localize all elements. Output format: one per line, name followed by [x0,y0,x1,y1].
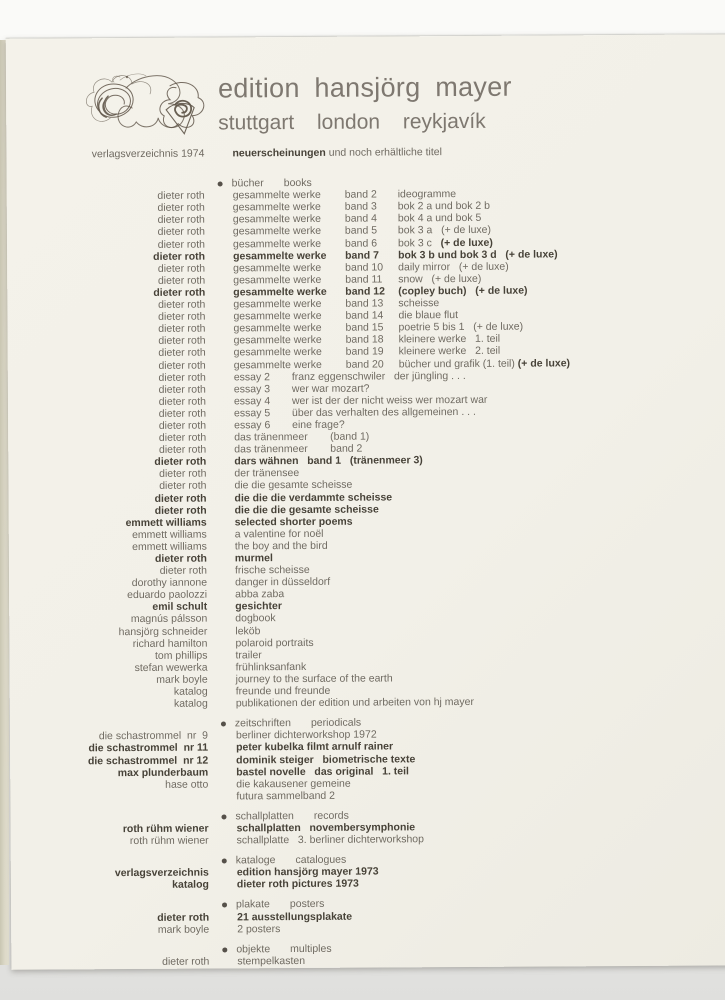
title-segment: franz eggenschwiler der jüngling . . . [291,369,466,383]
catalog-section [10,807,725,848]
section-label-de: bücher [231,177,264,190]
catalog-list [7,174,725,968]
section-label-en: records [313,809,349,822]
catalog-section [11,896,725,937]
publisher-title: edition hansjörg mayer [217,71,512,104]
title-segment: freunde und freunde [235,684,331,698]
author-cell: tom phillips [154,649,208,662]
author-cell: dieter roth [158,334,206,348]
title-segment: band 19 [345,345,384,359]
title-cell [235,649,261,661]
author-cell: emmett williams [125,516,207,529]
title-segment: (+ de luxe) [517,356,571,370]
catalog-year-label: verlagsverzeichnis 1974 [91,147,205,161]
title-cell [237,955,305,968]
title-segment: das tränenmeer [234,431,308,444]
title-cell [235,625,260,637]
title-segment: dieter roth pictures 1973 [236,877,359,891]
title-segment: peter kubelka filmt arnulf rainer [236,740,394,754]
title-segment: gesammelte werke [233,273,322,287]
title-cell [236,753,415,766]
title-segment: essay 3 [233,382,271,396]
title-cell [234,419,345,432]
author-cell: dieter roth [158,419,207,432]
author-cell: dieter roth [158,443,207,457]
author-cell: dieter roth [157,238,206,251]
title-segment: snow (+ de luxe) [398,272,482,286]
publisher-logo-scribble [80,60,213,145]
author-cell: dieter roth [154,492,207,505]
author-cell: katalog [172,878,209,892]
title-segment: gesammelte werke [232,201,321,214]
title-segment: berliner dichterworkshop 1972 [235,728,377,742]
title-segment: polaroid portraits [235,636,314,650]
author-cell: dieter roth [157,911,210,924]
author-cell: die schastrommel nr 11 [88,741,209,755]
author-cell: katalog [173,685,208,698]
title-segment: essay 2 [233,370,271,383]
bullet-icon [221,814,226,819]
title-segment: daily mirror (+ de luxe) [398,260,509,274]
title-segment: schallplatte 3. berliner dichterworkshop [236,833,425,847]
author-cell: dieter roth [162,955,210,968]
title-segment: gesammelte werke [233,334,322,347]
title-segment: frische scheisse [234,564,310,577]
author-cell: dieter roth [158,298,206,311]
author-cell: dieter roth [158,322,206,336]
section-label-en: books [283,177,312,190]
title-cell [234,357,570,371]
publisher-cities: stuttgart london reykjavík [218,109,486,135]
author-cell: katalog [173,697,208,710]
title-segment: frühlinksanfank [235,660,307,674]
title-cell [236,741,393,754]
title-segment: futura sammelband 2 [236,789,336,803]
title-segment: band 13 [345,297,384,310]
title-segment: die die gesamte scheisse [234,479,353,492]
title-segment: bok 3 c [397,236,441,249]
title-segment: the boy and the bird [234,539,328,553]
title-cell [236,696,474,710]
title-segment: band 14 [345,309,384,322]
title-segment: gesammelte werke [233,285,327,299]
title-cell [236,777,350,790]
author-cell: dieter roth [157,226,205,239]
author-cell: dieter roth [154,552,207,565]
title-segment: gesammelte werke [233,297,322,311]
releases-heading-bold: neuerscheinungen [232,146,326,160]
title-segment: gesammelte werke [233,322,322,335]
title-cell [237,833,424,846]
author-cell: emil schult [152,600,208,614]
title-segment: das tränenmeer [234,443,308,456]
title-cell [237,923,280,935]
catalog-section [11,940,725,969]
author-cell: dieter roth [154,455,207,469]
author-cell: dieter roth [158,431,207,444]
section-label-de: schallplatten [235,809,294,823]
title-segment: band 5 [344,224,378,238]
section-label-de: plakate [235,898,270,911]
title-segment: abba zaba [235,588,285,601]
title-cell [235,540,328,553]
author-cell: richard hamilton [132,637,208,650]
title-cell [235,528,324,541]
title-segment: 21 ausstellungsplakate [237,910,353,923]
title-segment: band 2 [330,442,363,455]
section-label-en: posters [289,898,325,911]
title-segment: band 4 [344,212,377,226]
title-segment: (band 1) [330,430,370,443]
section-label-en: catalogues [295,853,347,867]
title-segment: eine frage? [292,418,345,432]
releases-heading [232,146,442,159]
title-cell [234,406,476,420]
title-segment: trailer [235,648,262,662]
author-cell: dieter roth [154,504,207,517]
title-segment: edition hansjörg mayer 1973 [236,865,379,879]
title-segment: band 7 [345,249,379,262]
title-cell [237,878,359,891]
title-segment: (+ de luxe) [440,236,493,249]
author-cell: dieter roth [158,383,206,396]
author-cell: dieter roth [157,213,205,227]
title-segment: gesammelte werke [233,309,322,323]
author-cell: dieter roth [157,262,206,275]
author-cell: dieter roth [159,480,207,493]
title-segment: danger in düsseldorf [235,575,331,589]
title-segment: murmel [234,552,273,565]
title-cell [235,613,275,625]
title-segment: die blaue flut [398,309,459,322]
title-cell [235,600,282,612]
title-segment: essay 6 [234,419,271,432]
title-cell [234,479,352,492]
title-segment: über das verhalten des allgemeinen . . . [291,405,476,419]
author-cell: dieter roth [158,310,206,323]
author-cell: roth rühm wiener [129,834,209,848]
section-label-de: zeitschriften [234,717,291,730]
title-segment: essay 5 [233,407,271,420]
title-segment: gesammelte werke [233,346,322,359]
releases-heading-rest: und noch erhältliche titel [325,146,442,159]
author-cell: die schastrommel nr 12 [87,754,209,767]
title-segment: gesammelte werke [233,358,322,371]
title-cell [236,790,335,803]
author-cell: hase otto [165,778,209,791]
author-cell: dieter roth [158,395,206,408]
section-label-de: objekte [236,942,271,956]
title-segment: poetrie 5 bis 1 (+ de luxe) [398,320,524,334]
author-cell: dieter roth [158,359,206,372]
title-segment: schallplatten novembersymphonie [236,821,416,835]
title-segment: der tränensee [234,467,300,480]
title-cell [235,515,353,528]
title-segment: stempelkasten [237,954,306,968]
bullet-icon [221,722,226,727]
author-cell: verlagsverzeichnis [114,866,209,880]
title-segment: dars wähnen band 1 (tränenmeer 3) [234,454,423,468]
title-cell [236,672,393,685]
title-cell [235,576,330,589]
catalog-section [7,174,725,711]
author-cell: mark boyle [156,673,208,686]
subheading-row [6,144,725,161]
author-cell: dieter roth [158,371,206,384]
title-segment: bok 4 a und bok 5 [397,212,482,225]
title-cell [237,866,379,879]
title-segment: bücher und grafik (1. teil) [398,357,518,370]
author-cell: dieter roth [153,286,206,299]
title-segment: a valentine for noël [234,527,324,541]
section-label-en: periodicals [310,716,362,730]
section-label-en: multiples [290,942,332,955]
title-segment: die kakausener gemeine [236,777,351,791]
author-cell: dieter roth [157,201,205,215]
title-segment: band 6 [344,237,378,250]
title-segment: bastel novelle das original 1. teil [236,764,409,778]
title-segment: dogbook [235,612,276,625]
bullet-icon [222,903,227,908]
title-cell [236,765,409,778]
catalog-page [6,34,725,969]
title-segment: gesammelte werke [232,213,322,226]
author-cell: dieter roth [157,274,206,287]
title-segment: band 12 [345,285,386,298]
title-cell [234,454,423,467]
author-cell: mark boyle [157,923,210,936]
title-segment: gesammelte werke [233,261,322,275]
title-cell [236,685,331,698]
title-cell [233,285,527,299]
author-cell: dieter roth [159,467,207,481]
title-segment: band 15 [345,321,384,334]
title-segment: scheisse [398,297,440,310]
title-segment: band 10 [345,261,384,274]
title-cell [234,370,466,384]
title-segment: essay 4 [233,394,271,408]
title-cell [235,637,313,650]
title-segment: gesammelte werke [233,249,327,263]
title-segment: band 11 [345,273,383,286]
author-cell: dieter roth [158,346,206,360]
title-cell [235,503,379,516]
title-cell [235,588,284,600]
author-cell: roth rühm wiener [122,822,209,836]
title-cell [233,248,558,262]
title-segment: die die die verdammte scheisse [234,490,393,504]
author-cell: stefan wewerka [134,661,208,674]
title-cell [234,382,370,395]
title-cell [234,443,362,456]
author-cell: eduardo paolozzi [127,588,208,602]
title-segment: gesichter [235,600,282,613]
title-segment: band 20 [345,357,384,371]
title-cell [237,910,352,923]
title-segment: selected shorter poems [234,515,353,529]
author-cell: dorothy iannone [131,576,208,590]
author-cell: emmett williams [132,528,207,541]
author-cell: die schastrommel nr 9 [98,729,209,743]
author-cell: dieter roth [158,407,207,420]
title-cell [236,661,307,674]
author-cell: magnús pálsson [130,613,208,626]
title-cell [235,491,393,504]
title-segment: publikationen der edition und arbeiten von hj mayer [235,696,474,710]
author-cell: dieter roth [159,564,208,577]
title-segment: bok 2 a und bok 2 b [397,200,491,213]
title-segment: gesammelte werke [232,225,322,238]
title-segment: bok 3 b und bok 3 d (+ de luxe) [398,248,558,262]
title-segment: gesammelte werke [232,237,322,250]
title-cell [234,431,369,444]
author-cell: dieter roth [153,250,206,263]
title-cell [236,729,377,742]
masthead [218,72,512,136]
bullet-icon [222,859,227,864]
title-segment: journey to the surface of the earth [235,672,393,686]
title-segment: wer ist der der nicht weiss wer mozart war [291,393,488,407]
title-segment: gesammelte werke [232,189,321,202]
title-segment: ideogramme [397,188,457,201]
title-cell [235,552,273,564]
section-label-de: kataloge [235,854,276,867]
author-cell: max plunderbaum [117,766,209,779]
author-cell: dieter roth [157,189,205,203]
title-segment: bok 3 a (+ de luxe) [397,224,492,237]
title-segment: kleinere werke 1. teil [398,333,501,346]
bullet-icon [222,947,227,952]
title-segment: kleinere werke 2. teil [398,345,501,358]
title-segment: band 2 [344,188,377,201]
author-cell: hansjörg schneider [118,625,208,638]
title-segment: (copley buch) (+ de luxe) [398,284,528,298]
title-segment: leköb [235,624,261,637]
page-content [6,144,725,968]
title-segment: band 3 [344,200,377,213]
title-segment: die die die gesamte scheisse [234,503,379,517]
title-cell [235,564,310,577]
title-segment: dominik steiger biometrische texte [236,752,416,766]
catalog-section [10,715,725,804]
catalog-section [11,851,725,892]
author-cell: emmett williams [132,540,207,553]
bullet-icon [218,182,223,187]
title-segment: band 18 [345,333,384,347]
title-cell [234,467,299,479]
title-cell [237,821,416,834]
title-segment: 2 posters [237,922,281,936]
title-segment: wer war mozart? [291,382,370,395]
